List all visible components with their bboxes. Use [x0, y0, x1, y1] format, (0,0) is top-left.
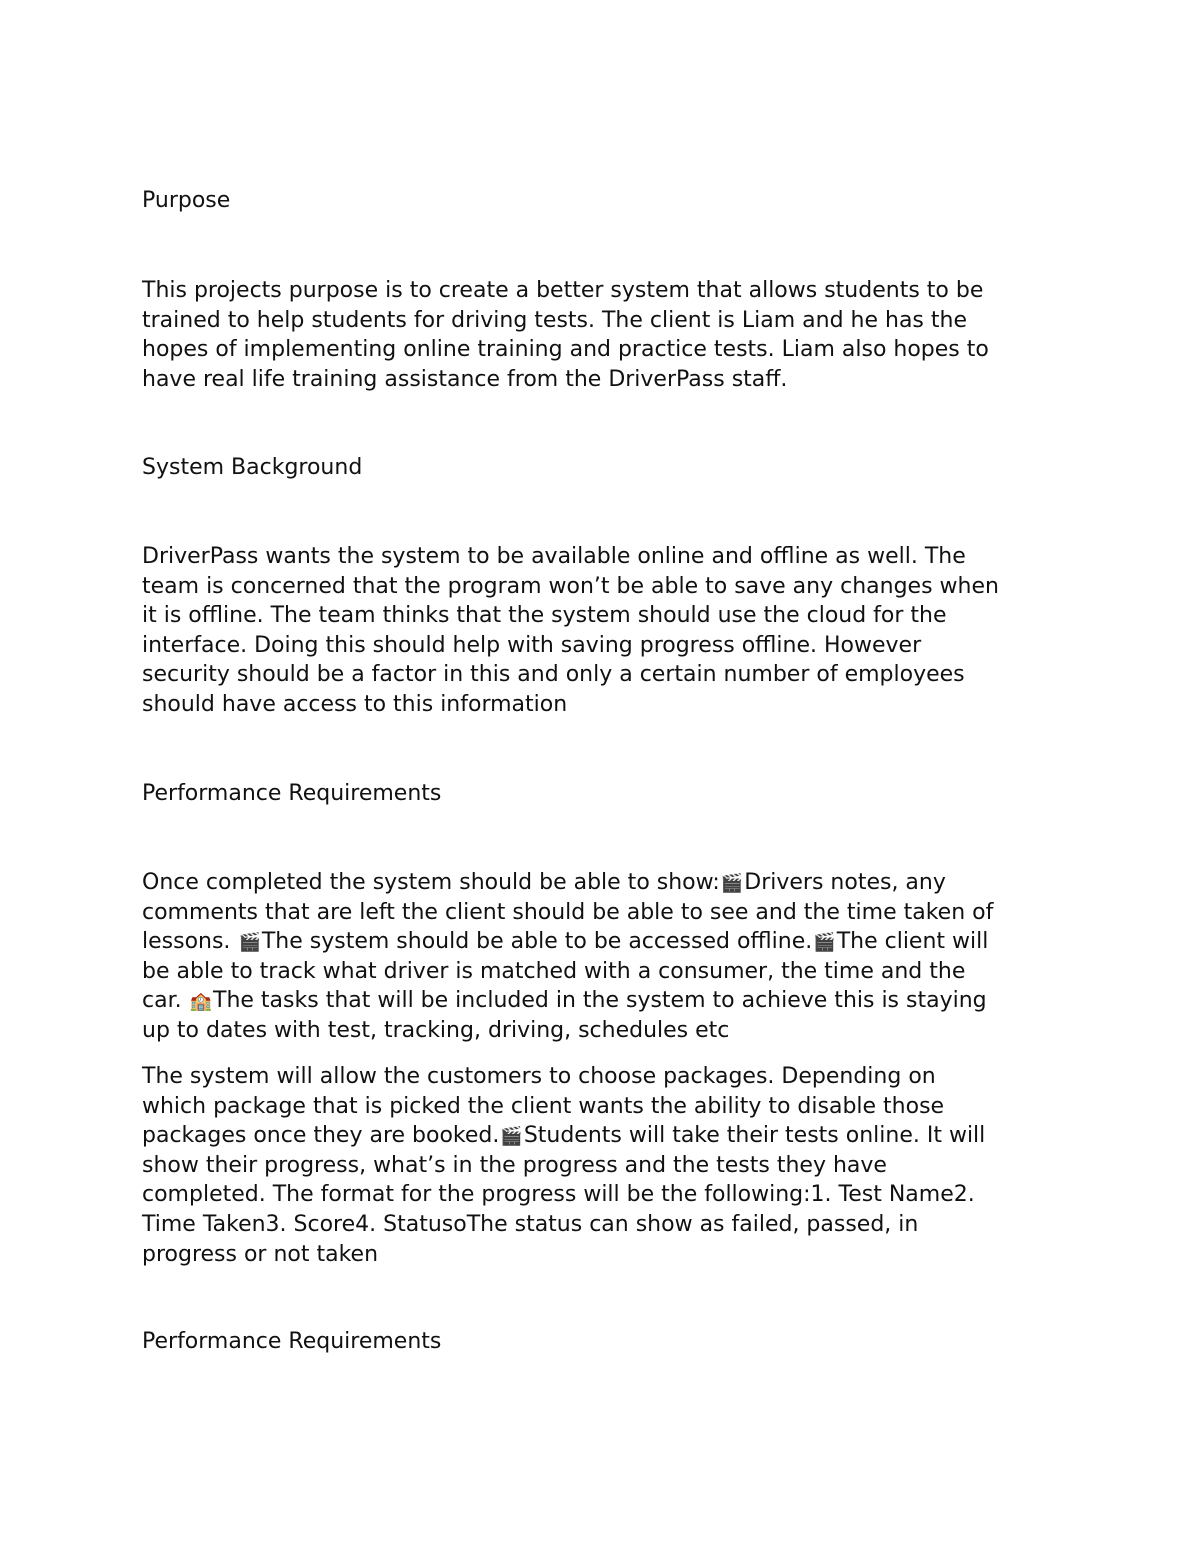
text-run: Once completed the system should be able to show: — [142, 870, 720, 895]
clapperboard-icon: 🎬 — [500, 1126, 523, 1148]
text-run: The system will allow the customers to choose packages. Depending on which package that is picked the client wants the ability to disable those packages once they are booked. — [142, 1064, 945, 1149]
paragraph-performance-1 — [142, 868, 1072, 1046]
clapperboard-icon: 🎬 — [720, 873, 744, 894]
clapperboard-icon: 🎬 — [238, 932, 261, 954]
text-run: Drivers notes, any comments that are left the client should be able to see and the time taken of lessons. — [142, 870, 994, 955]
clapperboard-icon: 🎬 — [813, 932, 836, 954]
school-icon: 🏫 — [189, 991, 213, 1013]
text-run: The tasks that will be included in the system to achieve this is staying up to dates with test, tracking, driving, schedules etc — [142, 988, 987, 1043]
paragraph-system-background: DriverPass wants the system to be available online and offline as well. The team is concerned that the program won’t be able to save any changes when it is offline. The team thinks that the system should use the cloud for the interface. Doing this should help with saving progress offline. However security should be a factor in this and only a certain number of employees should have access to this information — [142, 544, 999, 717]
text-run: The client will be able to track what driver is matched with a consumer, the time and the car. — [142, 929, 989, 1014]
section-heading-purpose: Purpose — [142, 188, 231, 213]
text-run: Students will take their tests online. It will show their progress, what’s in the progress and the tests they have completed. The format for the progress will be the following:1. Test Name2. Time Taken3. Score4. StatusoThe status can show as failed, passed, in progress or not taken — [142, 1123, 986, 1267]
paragraph-performance-2 — [142, 1062, 1072, 1269]
section-heading-performance-requirements: Performance Requirements — [142, 781, 442, 806]
section-heading-system-background: System Background — [142, 455, 363, 480]
section-heading-performance-requirements-2: Performance Requirements — [142, 1329, 442, 1354]
text-run: The system should be able to be accessed offline. — [261, 929, 813, 955]
paragraph-purpose: This projects purpose is to create a better system that allows students to be trained to help students for driving tests. The client is Liam and he has the hopes of implementing online training and practice tests. Liam also hopes to have real life training assistance from the DriverPass staff. — [142, 278, 989, 392]
